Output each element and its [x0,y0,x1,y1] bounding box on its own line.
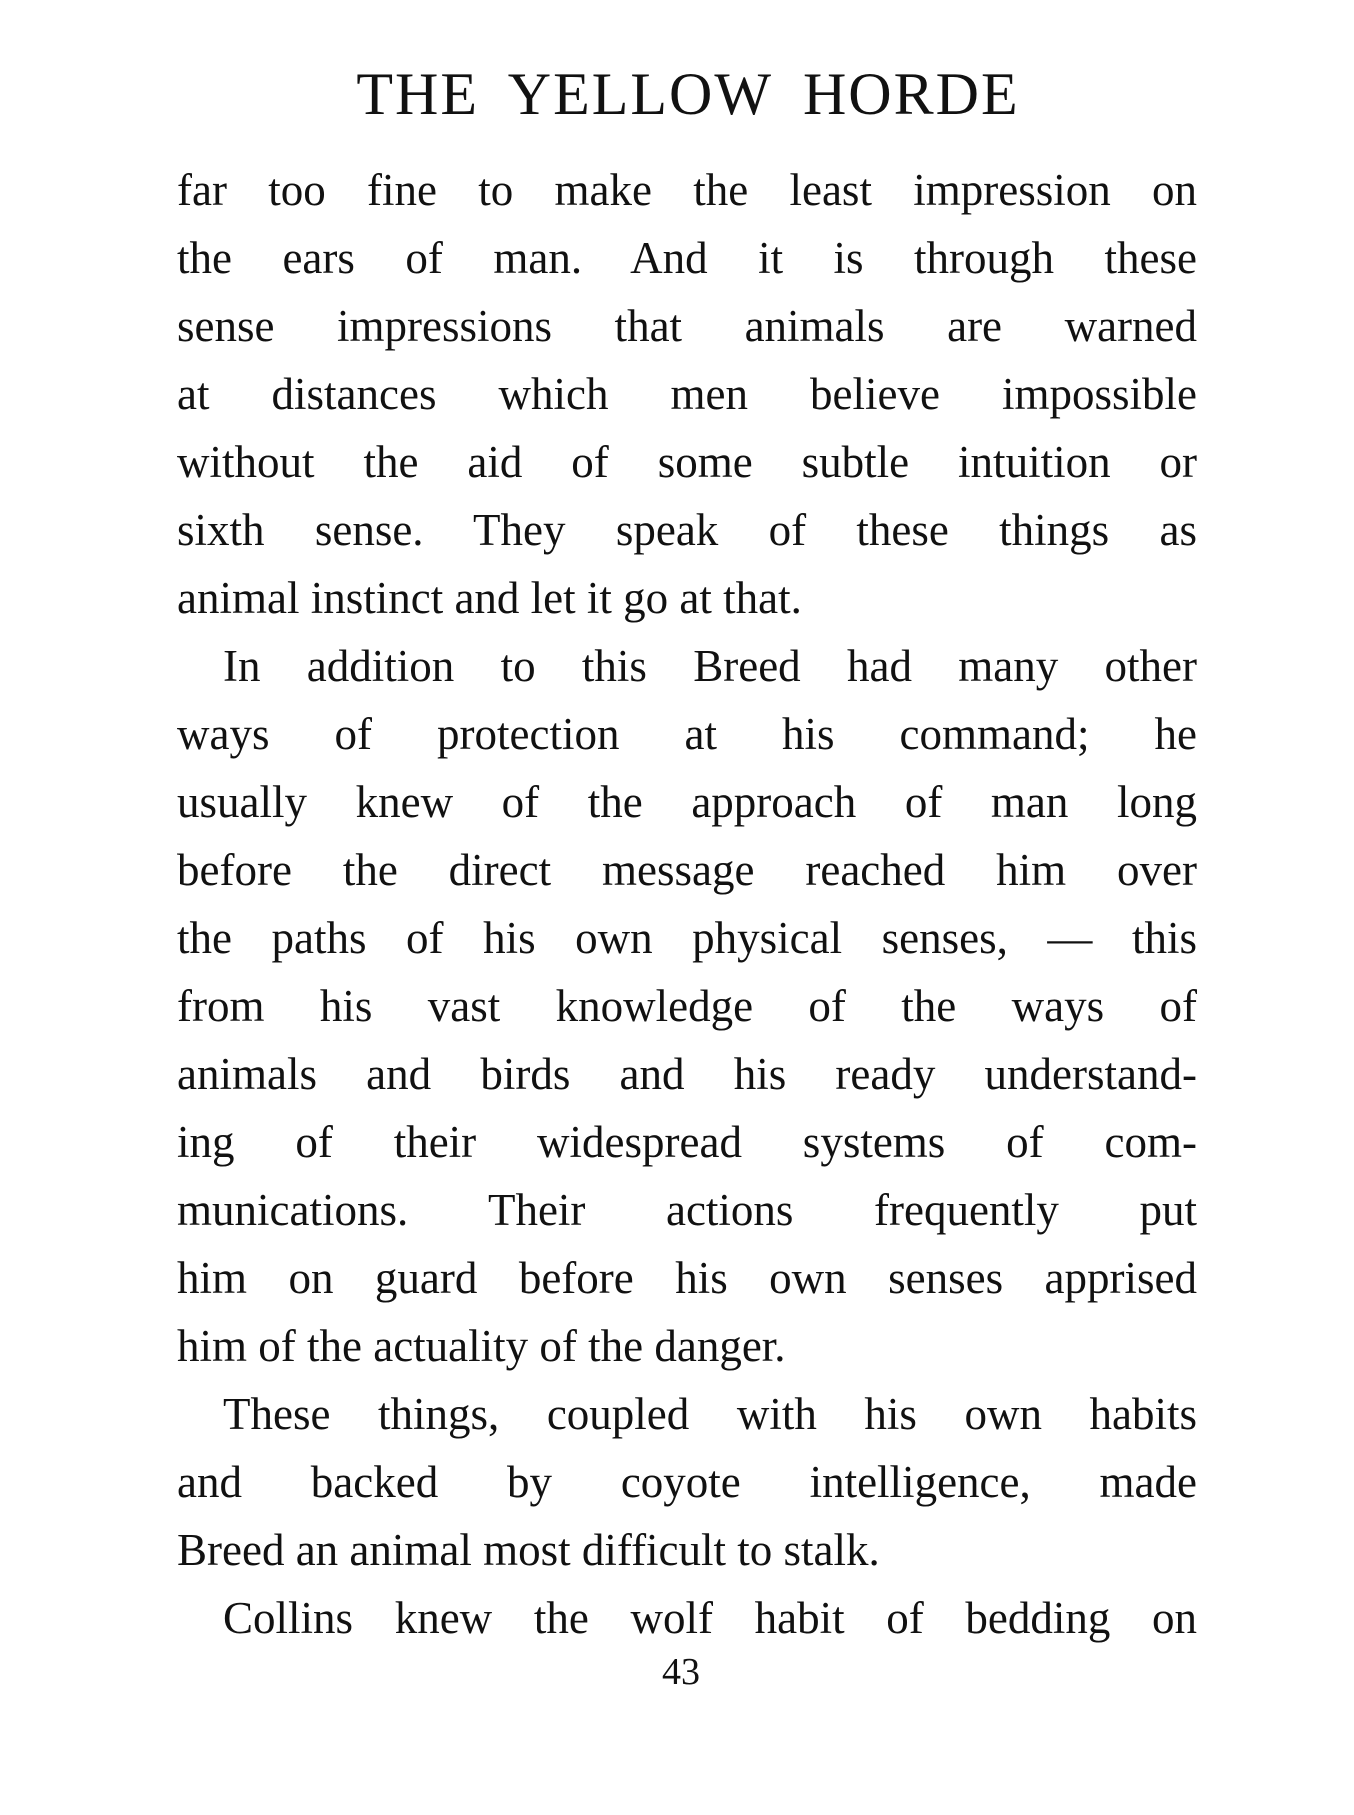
running-head: THE YELLOW HORDE [356,61,1020,127]
text-line: without the aid of some subtle intuition or [177,437,1197,487]
text-line: These things, coupled with his own habits [223,1389,1197,1439]
paragraph [177,632,1197,1380]
text-line: at distances which men believe impossible [177,369,1197,419]
text-line: the paths of his own physical senses, — this [177,913,1197,963]
text-line: ways of protection at his command; he [177,709,1197,759]
page-number: 43 [662,1651,700,1693]
text-line: from his vast knowledge of the ways of [177,981,1197,1031]
text-line: before the direct message reached him over [177,845,1197,895]
paragraph [177,1380,1197,1584]
text-line: him of the actuality of the danger. [177,1321,786,1371]
text-line: munications. Their actions frequently put [177,1185,1197,1235]
paragraph [177,156,1197,632]
text-line: him on guard before his own senses apprised [177,1253,1197,1303]
text-line: usually knew of the approach of man long [177,777,1197,827]
text-line: Collins knew the wolf habit of bedding on [223,1593,1197,1643]
text-line: ing of their widespread systems of com- [177,1117,1197,1167]
text-line: and backed by coyote intelligence, made [177,1457,1197,1507]
text-line: the ears of man. And it is through these [177,233,1197,283]
text-line: animal instinct and let it go at that. [177,573,802,623]
text-line: animals and birds and his ready understand- [177,1049,1197,1099]
text-line: sixth sense. They speak of these things as [177,505,1197,555]
body-text [177,156,1197,1652]
text-line: In addition to this Breed had many other [223,641,1197,691]
text-line: Breed an animal most difficult to stalk. [177,1525,880,1575]
text-line: sense impressions that animals are warned [177,301,1197,351]
paragraph [177,1584,1197,1652]
text-line: far too fine to make the least impression on [177,165,1197,215]
